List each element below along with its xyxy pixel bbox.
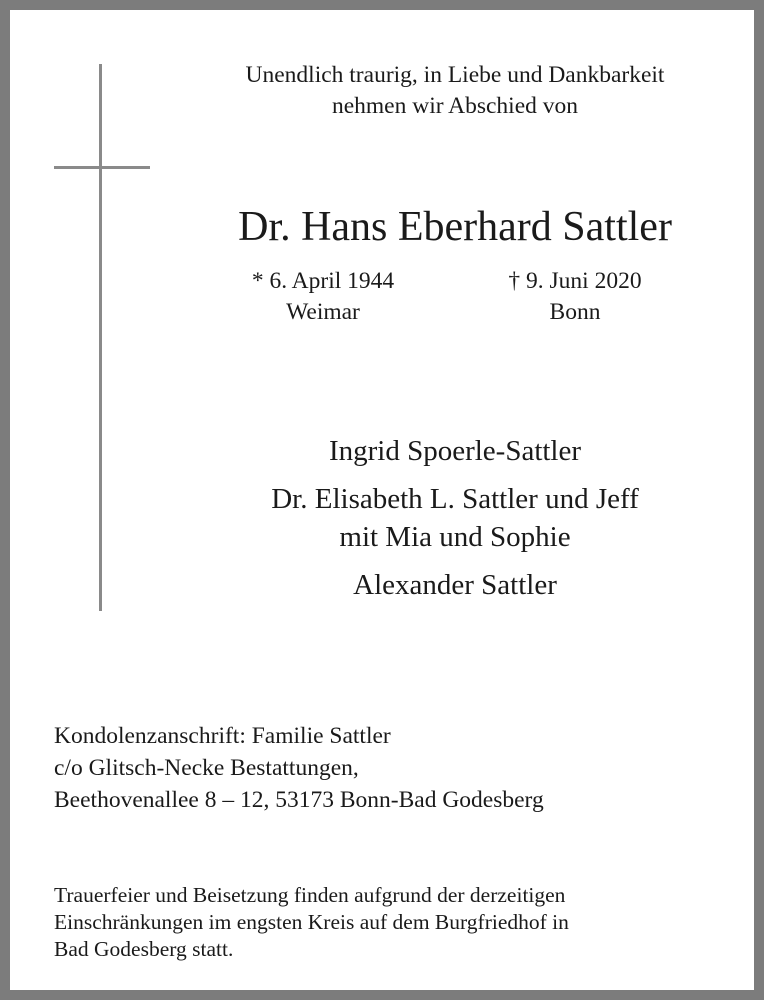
notice-line-2: Einschränkungen im engsten Kreis auf dem Burgfriedhof in — [54, 910, 569, 934]
notice-line-3: Bad Godesberg statt. — [54, 937, 234, 961]
birth-info — [213, 266, 433, 328]
deceased-name: Dr. Hans Eberhard Sattler — [238, 204, 672, 250]
death-place: Bonn — [549, 299, 601, 325]
notice-line-1: Trauerfeier und Beisetzung finden aufgrund der derzeitigen — [54, 883, 566, 907]
mourner-name: mit Mia und Sophie — [339, 521, 571, 553]
cross-horizontal-bar — [54, 166, 150, 169]
death-date: † 9. Juni 2020 — [508, 268, 642, 294]
intro-line-1: Unendlich traurig, in Liebe und Dankbarkeit — [245, 62, 665, 88]
mourner-name: Dr. Elisabeth L. Sattler und Jeff — [271, 483, 639, 515]
address-line-1: Kondolenzanschrift: Familie Sattler — [54, 723, 391, 749]
death-info — [465, 266, 685, 328]
birth-date: * 6. April 1944 — [251, 268, 395, 294]
mourner-name: Alexander Sattler — [353, 569, 557, 601]
mourners-list — [160, 432, 750, 614]
mourner-name: Ingrid Spoerle-Sattler — [328, 435, 582, 467]
address-line-2: c/o Glitsch-Necke Bestattungen, — [54, 755, 359, 781]
cross-vertical-bar — [99, 64, 102, 611]
birth-place: Weimar — [286, 299, 360, 325]
intro-text — [160, 60, 750, 122]
condolence-address — [54, 720, 744, 816]
address-line-3: Beethovenallee 8 – 12, 53173 Bonn-Bad Godesberg — [54, 787, 544, 813]
intro-line-2: nehmen wir Abschied von — [331, 93, 579, 119]
funeral-notice — [54, 882, 730, 963]
